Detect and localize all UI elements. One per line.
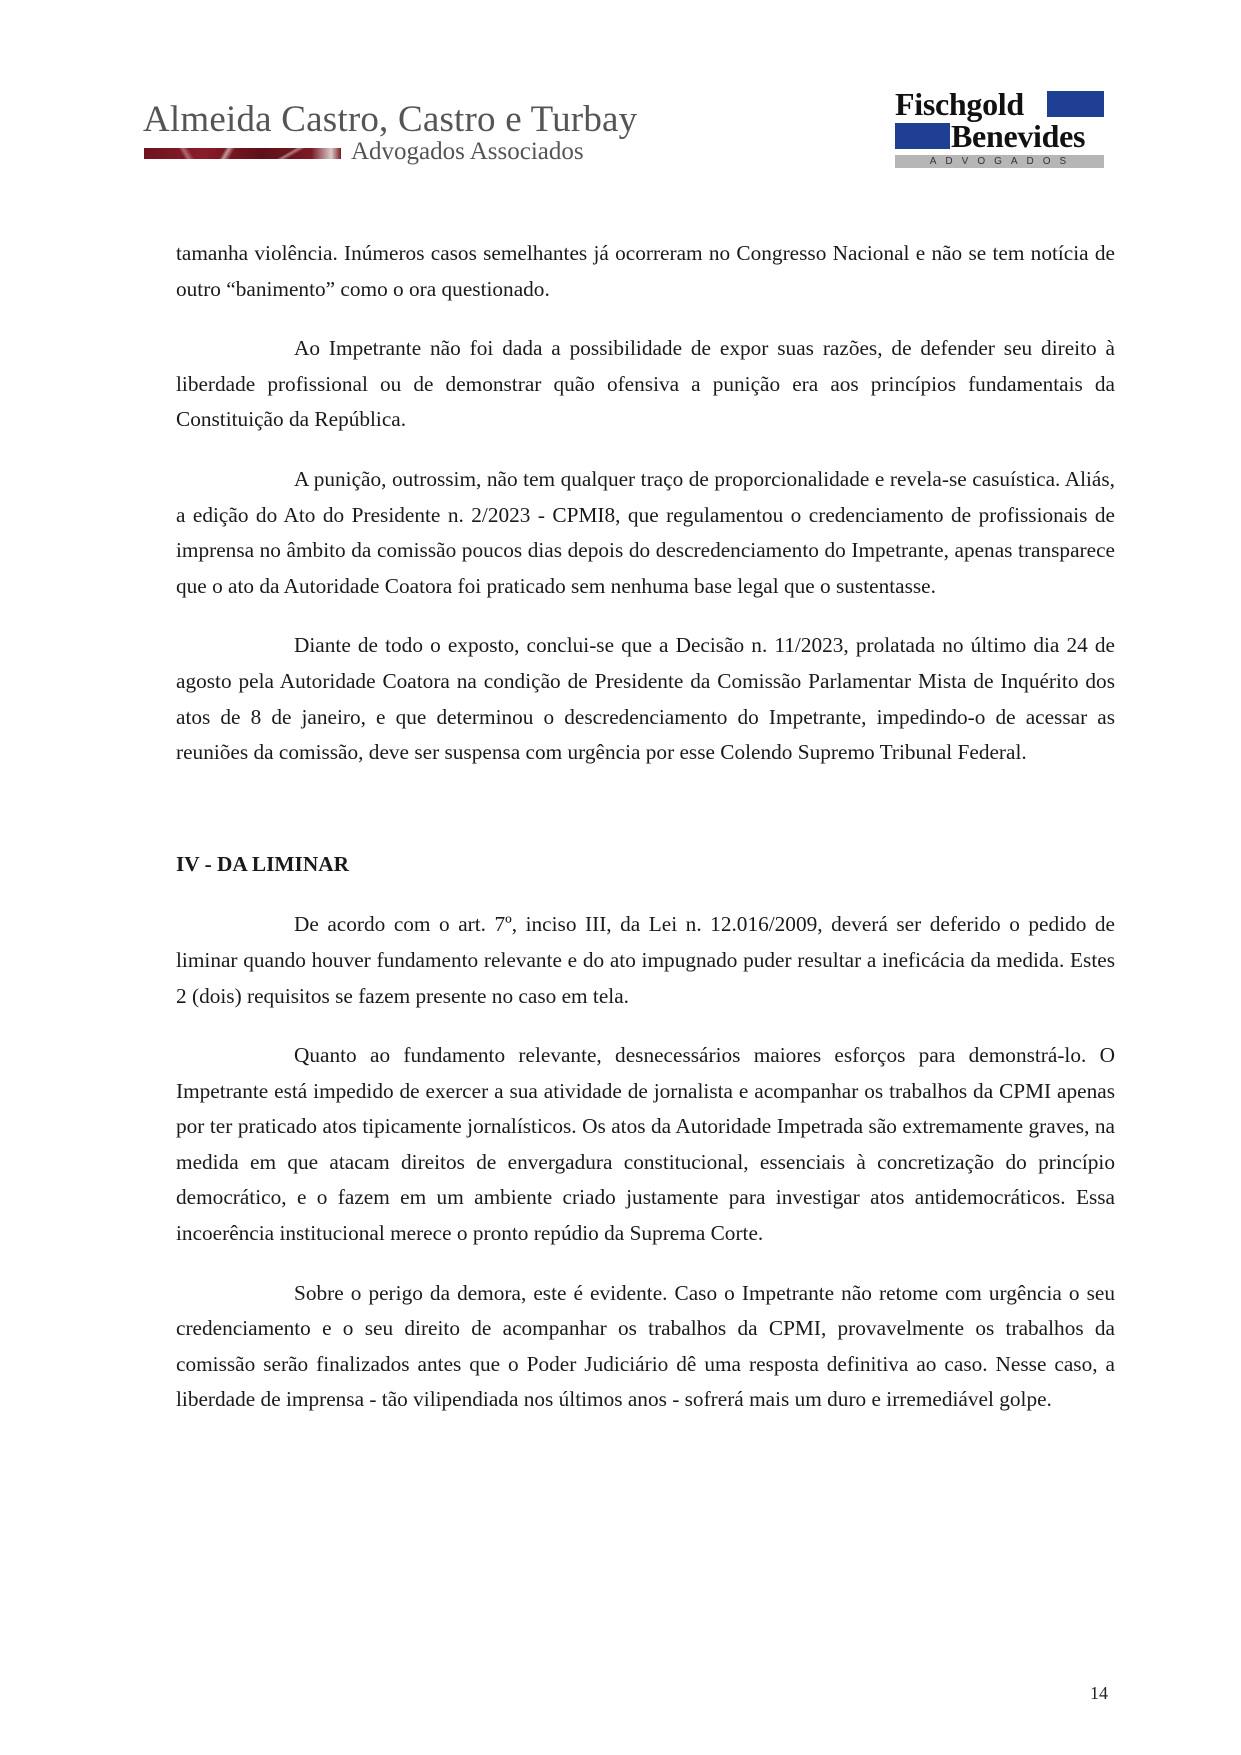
- document-body: [176, 236, 1115, 1418]
- section-heading: IV - DA LIMINAR: [176, 851, 349, 876]
- paragraph: A punição, outrossim, não tem qualquer traço de proporcionalidade e revela-se casuística. Aliás, a edição do Ato do Presidente n. 2/2023 - CPMI8, que regulamentou o credenciamento de profissionais de imprensa no âmbito da comissão poucos dias depois do descredenciamento do Impetrante, apenas transparece que o ato da Autoridade Coatora foi praticado sem nenhuma base legal que o sustentasse.: [176, 466, 1115, 598]
- logo-blue-block-bottom: [895, 123, 950, 149]
- marble-bar-decoration: [144, 148, 341, 159]
- paragraph: Quanto ao fundamento relevante, desnecessários maiores esforços para demonstrá-lo. O Impetrante está impedido de exercer a sua atividade de jornalista e acompanhar os trabalhos da CPMI apenas por ter praticado atos tipicamente jornalísticos. Os atos da Autoridade Impetrada são extremamente graves, na medida em que atacam direitos de envergadura constitucional, essenciais à concretização do princípio democrático, e o fazem em um ambiente criado justamente para investigar atos antidemocráticos. Essa incoerência institucional merece o pronto repúdio da Suprema Corte.: [176, 1043, 1115, 1246]
- paragraph: De acordo com o art. 7º, inciso III, da Lei n. 12.016/2009, deverá ser deferido o pedido de liminar quando houver fundamento relevante e do ato impugnado puder resultar a ineficácia da medida. Estes 2 (dois) requisitos se fazem presente no caso em tela.: [176, 912, 1115, 1008]
- paragraph: Ao Impetrante não foi dada a possibilidade de expor suas razões, de defender seu direito à liberdade profissional ou de demonstrar quão ofensiva a punição era aos princípios fundamentais da Constituição da República.: [176, 336, 1115, 432]
- firm-subtitle: Advogados Associados: [351, 138, 584, 165]
- logo-blue-block-top: [1047, 91, 1104, 117]
- paragraph: tamanha violência. Inúmeros casos semelhantes já ocorreram no Congresso Nacional e não se tem notícia de outro “banimento” como o ora questionado.: [176, 241, 1115, 301]
- logo-line-benevides: Benevides: [951, 118, 1086, 154]
- fischgold-benevides-logo: [895, 88, 1115, 176]
- logo-line-fischgold: Fischgold: [895, 86, 1024, 122]
- almeida-castro-logo: [143, 98, 638, 178]
- page-number: 14: [1090, 1683, 1108, 1703]
- paragraph: Diante de todo o exposto, conclui-se que a Decisão n. 11/2023, prolatada no último dia 24 de agosto pela Autoridade Coatora na condição de Presidente da Comissão Parlamentar Mista de Inquérito dos atos de 8 de janeiro, e que determinou o descredenciamento do Impetrante, impedindo-o de acessar as reuniões da comissão, deve ser suspensa com urgência por esse Colendo Supremo Tribunal Federal.: [176, 633, 1115, 765]
- logo-tagline: ADVOGADOS: [895, 155, 1104, 168]
- paragraph: Sobre o perigo da demora, este é evidente. Caso o Impetrante não retome com urgência o seu credenciamento e o seu direito de acompanhar os trabalhos da CPMI, provavelmente os trabalhos da comissão serão finalizados antes que o Poder Judiciário dê uma resposta definitiva ao caso. Nesse caso, a liberdade de imprensa - tão vilipendiada nos últimos anos - sofrerá mais um duro e irremediável golpe.: [176, 1280, 1115, 1412]
- firm-name: Almeida Castro, Castro e Turbay: [143, 99, 638, 140]
